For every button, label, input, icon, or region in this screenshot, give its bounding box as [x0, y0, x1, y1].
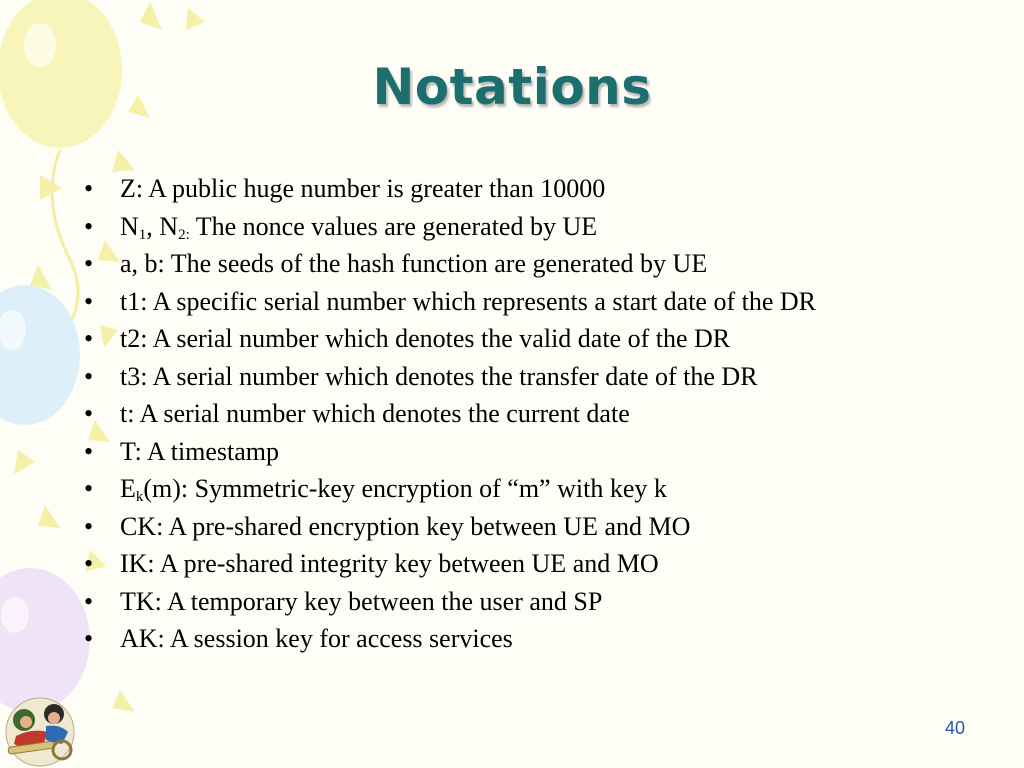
ek-symbol: E — [120, 474, 136, 503]
item-text: T: A timestamp — [120, 436, 280, 466]
list-item — [84, 474, 924, 503]
item-text: t: A serial number which denotes the current date — [120, 399, 630, 428]
bullet-icon: • — [84, 174, 94, 203]
bullet-icon: • — [84, 324, 94, 353]
bullet-icon: • — [84, 624, 94, 653]
page-number: 40 — [945, 718, 966, 738]
list-item — [84, 624, 924, 653]
bullet-icon: • — [84, 249, 94, 278]
n1-symbol: N — [120, 211, 139, 241]
item-text: CK: A pre-shared encryption key between UE and MO — [120, 511, 691, 541]
item-text: t1: A specific serial number which represents a start date of the DR — [120, 286, 817, 316]
bullet-icon: • — [84, 211, 94, 241]
n2-symbol: , N — [146, 211, 179, 241]
list-item — [84, 212, 924, 241]
n1-subscript: 1 — [138, 226, 147, 243]
people-key-logo-icon — [2, 692, 82, 768]
list-item — [84, 362, 924, 391]
item-text: a, b: The seeds of the hash function are generated by UE — [120, 249, 708, 278]
list-item — [84, 174, 924, 203]
bullet-icon: • — [84, 549, 94, 578]
n2-subscript: 2: — [178, 226, 190, 243]
ek-subscript: k — [135, 489, 144, 505]
item-text: (m): Symmetric-key encryption of “m” with key k — [143, 474, 667, 503]
item-text: t3: A serial number which denotes the transfer date of the DR — [120, 361, 758, 391]
list-item — [84, 549, 924, 578]
bullet-icon: • — [84, 436, 94, 466]
item-text: TK: A temporary key between the user and SP — [120, 586, 603, 616]
list-item — [84, 512, 924, 541]
list-item — [84, 437, 924, 466]
bullet-icon: • — [84, 399, 94, 428]
list-item — [84, 399, 924, 428]
list-item — [84, 324, 924, 353]
item-text: The nonce values are generated by UE — [189, 211, 598, 241]
bullet-icon: • — [84, 474, 94, 503]
list-item — [84, 287, 924, 316]
bullet-icon: • — [84, 286, 94, 316]
bullet-icon: • — [84, 511, 94, 541]
item-text: t2: A serial number which denotes the valid date of the DR — [120, 324, 731, 353]
item-text: AK: A session key for access services — [120, 624, 513, 653]
bullet-icon: • — [84, 586, 94, 616]
list-item — [84, 249, 924, 278]
item-text: IK: A pre-shared integrity key between UE and MO — [120, 549, 659, 578]
item-text: Z: A public huge number is greater than 10000 — [120, 174, 606, 203]
notation-list — [84, 174, 924, 662]
list-item — [84, 587, 924, 616]
bullet-icon: • — [84, 361, 94, 391]
slide-title: Notations — [372, 58, 652, 116]
